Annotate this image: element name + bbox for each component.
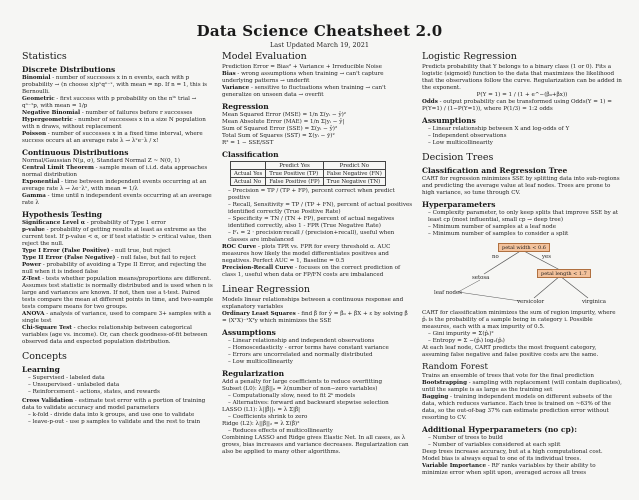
list-item: – F₁ = 2 · precision·recall / (precision+recall), useful when classes are imbalanced (228, 230, 414, 244)
list-item: – Reduces effects of multicollinearity (228, 428, 414, 435)
list-item: – Computationally slow, need to fit 2ᵏ models (228, 393, 414, 400)
heading-random-forest: Random Forest (422, 362, 488, 372)
subset-list (222, 393, 414, 407)
list-item: – Recall, Sensitivity = TP / (TP + FN), percent of actual positives identified correctly (True Positive Rate) (228, 202, 414, 216)
section-decision-trees: Decision Trees (422, 152, 494, 163)
hypothesis-item: Z-Test - tests whether population means/proportions are different. Assumes test statistic is normally distributed and is used when n is large and variances are known. If not, then use a t-test. Paired tests compare the mean at different points in time, and two-sample tests compare means for two groups. (22, 276, 214, 310)
tree-leaf-nodes-label: leaf nodes (434, 290, 462, 296)
heading-classification: Classification (222, 150, 279, 159)
list-item: – Alternatives: forward and backward stepwise selection (228, 400, 414, 407)
list-item: – Supervised - labeled data (28, 375, 214, 382)
continuous-item: Exponential - time between independent events occurring at an average rate λ → λe⁻λˣ, with mean = 1/λ (22, 179, 207, 192)
hypothesis-item: Power - probability of avoiding a Type II Error, and rejecting the null when it is indeed false (22, 262, 207, 275)
model-item: Bias - wrong assumptions when training → can't capture underlying patterns → underfit (222, 71, 384, 84)
list-item: – Specificity = TN / (TN + FP), percent of actual negatives identified correctly, also 1 - FPR (True Negative Rate) (228, 216, 414, 230)
linreg-intro: Models linear relationships between a continuous response and explanatory variables (222, 297, 404, 310)
crossval-list (22, 412, 214, 426)
cm-cell: True Positive (TP) (266, 170, 324, 178)
heading-cart: Classification and Regression Tree (422, 166, 568, 175)
heading-learning: Learning (22, 365, 60, 374)
learning-list (22, 375, 214, 396)
list-item: – Low multicollinearity (428, 140, 622, 147)
discrete-item: Binomial - number of successes x in n events, each with p probability → (n choose x)pˣqⁿ⁻ˣ, with mean = np. If n = 1, this is Bernoulli. (22, 75, 208, 95)
subset-text: Subset (L0): λ||β̂||₀ = λ(number of non−zero variables) (222, 386, 378, 392)
rf-intro: Trains an ensemble of trees that vote for the final prediction (422, 373, 594, 379)
list-item: – Minimum number of samples at a leaf node (428, 224, 622, 231)
cm-row-label: Actual No (231, 178, 266, 186)
heading-hypothesis: Hypothesis Testing (22, 210, 103, 219)
section-model-evaluation: Model Evaluation (222, 51, 307, 62)
section-logistic-regression: Logistic Regression (422, 51, 517, 62)
decision-tree-diagram (422, 240, 622, 308)
cm-row-label: Actual Yes (231, 170, 266, 178)
combine-text: Combining LASSO and Ridge gives Elastic Net. In all cases, as λ grows, bias increases and variance decreases. Regularization can also be applied to many other algorithms. (222, 435, 409, 455)
list-item: – Unsupervised - unlabeled data (28, 382, 214, 389)
section-concepts: Concepts (22, 351, 67, 362)
logreg-assumptions-list (422, 126, 622, 147)
assumptions-list (222, 338, 414, 366)
tree-leaf-virginica: virginica (582, 299, 606, 305)
page-title: Data Science Cheatsheet 2.0 (196, 22, 443, 40)
logreg-formula: P(Y = 1) = 1 / (1 + e^−(β₀+βx)) (476, 92, 568, 98)
last-updated: Last Updated March 19, 2021 (269, 41, 370, 49)
heading-regularization: Regularization (222, 369, 285, 378)
tree-leaf-versicolor: versicolor (517, 299, 545, 305)
variable-importance-text: Variable Importance - RF ranks variables by their ability to minimize error when split upon, averaged across all trees (422, 463, 596, 476)
list-item: – Homoscedasticity - error terms have constant variance (228, 345, 414, 352)
column-2 (222, 46, 414, 500)
tree-edge-label-yes: yes (542, 254, 552, 260)
cm-cell: True Negative (TN) (323, 178, 385, 186)
list-item: – Entropy = Σ −(p̂ᵢ) log₂(p̂ᵢ) (428, 338, 622, 345)
list-item: – Precision = TP / (TP + FP), percent correct when predict positive (228, 188, 414, 202)
ridge-text: Ridge (L2): λ||β̂||₂ = λ Σ(β̂)² (222, 421, 300, 427)
ridge-list (222, 428, 414, 435)
heading-continuous: Continuous Distributions (22, 148, 129, 157)
tree-edge-label-no: no (492, 254, 499, 260)
continuous-item: Central Limit Theorem - sample mean of i.i.d. data approaches normal distribution (22, 165, 208, 178)
hypothesis-item: Chi-Square Test - checks relationship between categorical variables (age vs. income). Or, can check goodness-of-fit between observed data and expected population distribution. (22, 325, 208, 345)
heading-discrete: Discrete Distributions (22, 65, 116, 74)
hypothesis-item: ANOVA - analysis of variance, used to compare 3+ samples with a single test (22, 311, 211, 324)
discrete-item: Poisson - number of successes x in a fixed time interval, where success occurs at an average rate λ → λˣe⁻λ / x! (22, 131, 203, 144)
hyper-list (422, 210, 622, 238)
odds-text: Odds - output probability can be transformed using Odds(Y = 1) = P(Y=1) / (1−P(Y=1)), where P(1/3) = 1:2 odds (422, 99, 612, 112)
list-item: – Number of trees to build (428, 435, 622, 442)
cart-classification: CART for classification minimizes the sum of region impurity, where p̂ᵢ is the probability of a sample being in category i. Possible measures, each with a max impurity of 0.5. (422, 310, 616, 330)
column-3 (422, 46, 622, 500)
column-1 (22, 46, 214, 500)
list-item: – Coefficients shrink to zero (228, 414, 414, 421)
heading-assumptions: Assumptions (222, 328, 276, 337)
cart-intro: CART for regression minimizes SSE by splitting data into sub-regions and predicting the average value at leaf nodes. Trees are prone to high variance, so tune through CV. (422, 176, 620, 196)
list-item: – Reinforcement - actions, states, and rewards (28, 389, 214, 396)
tree-split-node: petal length < 1.7 (537, 269, 591, 278)
hypothesis-item: Significance Level α - probability of Type 1 error (22, 220, 166, 226)
cm-cell: False Negative (FN) (323, 170, 385, 178)
regression-item: Mean Squared Error (MSE) = 1/n Σ(yᵢ − ŷ)² (222, 112, 347, 118)
classification-list (222, 188, 414, 244)
hypothesis-item: Type I Error (False Positive) - null true, but reject (22, 248, 171, 254)
cm-header: Predict Yes (266, 162, 324, 170)
hypothesis-item: p-value - probability of getting results at least as extreme as the current test. If p-value < α, or if test statistic > critical value, then reject the null. (22, 227, 212, 247)
prc-text: Precision-Recall Curve - focuses on the correct prediction of class 1, useful when data or FP/FN costs are imbalanced (222, 265, 401, 278)
cm-cell: False Positive (FP) (266, 178, 324, 186)
continuous-item: Normal/Gaussian N(μ, σ), Standard Normal Z ~ N(0, 1) (22, 158, 180, 164)
roc-text: ROC Curve - plots TPR vs. FPR for every threshold α. AUC measures how likely the model differentiates positives and negatives. Perfect AUC = 1, Baseline = 0.5 (222, 244, 391, 264)
heading-hyperparameters: Hyperparameters (422, 200, 496, 209)
regression-item: Sum of Squared Error (SSE) = Σ(yᵢ − ŷ)² (222, 126, 338, 132)
regression-item: Total Sum of Squares (SST) = Σ(yᵢ − ȳ)² (222, 133, 335, 139)
heading-rf-hyper: Additional Hyperparameters (no cp): (422, 425, 578, 434)
list-item: – leave-p-out - use p samples to validate and the rest to train (28, 419, 214, 426)
cm-corner (231, 162, 266, 170)
regularization-intro: Add a penalty for large coefficients to reduce overfitting (222, 379, 383, 385)
list-item: – Linear relationship between X and log-odds of Y (428, 126, 622, 133)
lasso-text: LASSO (L1): λ||β̂||₁ = λ Σ|β̂| (222, 407, 301, 413)
impurity-list (422, 331, 622, 345)
regression-item: R² = 1 − SSE/SST (222, 140, 274, 146)
section-statistics: Statistics (22, 51, 67, 62)
list-item: – Low multicollinearity (228, 359, 414, 366)
list-item: – Linear relationship and independent observations (228, 338, 414, 345)
continuous-item: Gamma - time until n independent events occurring at an average rate λ (22, 193, 212, 206)
deep-trees-text: Deep trees increase accuracy, but at a high computational cost. Model bias is always equal to one of its individual trees. (422, 449, 603, 462)
tree-root-node: petal width < 0.6 (498, 243, 550, 252)
hypothesis-item: Type II Error (False Negative) - null false, but fail to reject (22, 255, 196, 261)
regression-item: Mean Absolute Error (MAE) = 1/n Σ|yᵢ − ŷ| (222, 119, 345, 125)
list-item: – Gini impurity = Σ(p̂ᵢ)² (428, 331, 622, 338)
list-item: – Number of variables considered at each split (428, 442, 622, 449)
ols-text: Ordinary Least Squares - find β̂ for ŷ = β̂₀ + β̂X + ε by solving β̂ = (XᵀX)⁻¹Xᵀy which minimizes the SSE (222, 311, 408, 324)
list-item: – Minimum number of samples to consider a split (428, 231, 622, 238)
header (0, 0, 639, 49)
model-item: Prediction Error = Bias² + Variance + Irreducible Noise (222, 64, 382, 70)
cart-leaf-text: At each leaf node, CART predicts the most frequent category, assuming false negative and false positive costs are the same. (422, 345, 599, 358)
heading-logreg-assumptions: Assumptions (422, 116, 476, 125)
cm-header: Predict No (323, 162, 385, 170)
list-item: – k-fold - divide data into k groups, and use one to validate (28, 412, 214, 419)
list-item: – Errors are uncorrelated and normally distributed (228, 352, 414, 359)
discrete-item: Negative Binomial - number of failures before r successes (22, 110, 193, 116)
tree-leaf-setosa: setosa (472, 275, 490, 281)
model-item: Variance - sensitive to fluctuations when training → can't generalize on unseen data → overfit (222, 85, 386, 98)
confusion-matrix (230, 161, 386, 186)
lasso-list (222, 414, 414, 421)
crossval-text: Cross Validation - estimate test error with a portion of training data to validate accuracy and model parameters (22, 398, 206, 411)
section-linear-regression: Linear Regression (222, 284, 310, 295)
bootstrap-text: Bootstrapping - sampling with replacement (will contain duplicates), until the sample is as large as the training set (422, 380, 622, 393)
discrete-item: Geometric - first success with p probability on the nᵗʰ trial → qⁿ⁻¹p, with mean = 1/p (22, 96, 197, 109)
list-item: – Complexity parameter, to only keep splits that improve SSE by at least cp (most influential, small cp → deep tree) (428, 210, 622, 224)
list-item: – Independent observations (428, 133, 622, 140)
discrete-item: Hypergeometric - number of successes x in a size N population with n draws, without replacement (22, 117, 206, 130)
heading-regression: Regression (222, 102, 269, 111)
rf-hyper-list (422, 435, 622, 449)
bagging-text: Bagging - training independent models on different subsets of the data, which reduces variance. Each tree is trained on ~63% of the data, so the out-of-bag 37% can estimate prediction error without resorting to CV. (422, 394, 612, 421)
logreg-intro: Predicts probability that Y belongs to a binary class (1 or 0). Fits a logistic (sigmoid) function to the data that maximizes the likelihood that the observations follow the curve. Regularization can be added in the exponent. (422, 64, 622, 91)
